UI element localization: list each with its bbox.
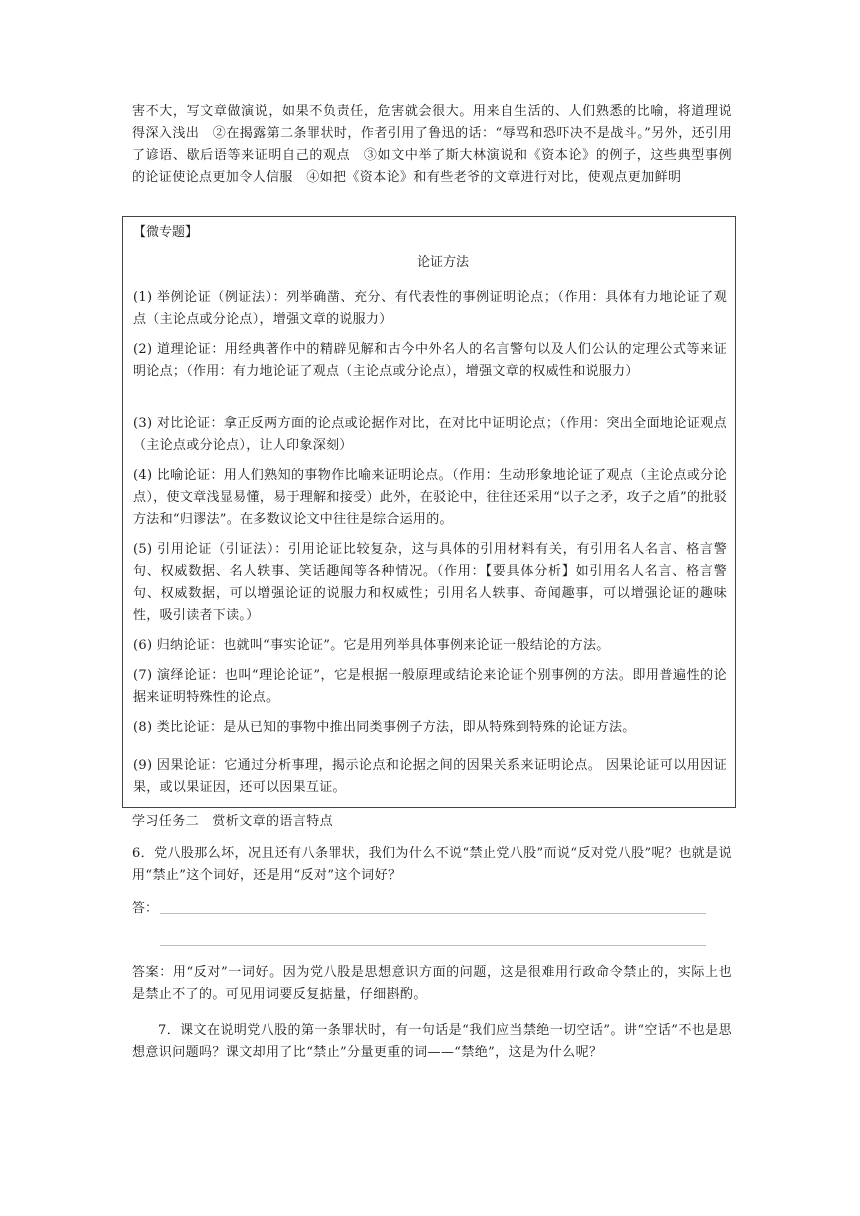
question-6: 6．党八股那么坏，况且还有八条罪状，我们为什么不说“禁止党八股”而说“反对党八股”呢？也就是说用“禁止”这个词好，还是用“反对”这个词好？ bbox=[132, 846, 732, 883]
method-item-7: (7) 演绎论证：也叫“理论论证”，它是根据一般原理或结论来论证个别事例的方法。即用普遍性的论据来证明特殊性的论点。 bbox=[133, 668, 727, 705]
method-item-8: (8) 类比论证：是从已知的事物中推出同类事例子方法，即从特殊到特殊的论证方法。 bbox=[133, 720, 636, 735]
method-item-9: (9) 因果论证：它通过分析事理，揭示论点和论据之间的因果关系来证明论点。 因果论证可以用因证果，或以果证因，还可以因果互证。 bbox=[133, 758, 727, 795]
method-item-3: (3) 对比论证：拿正反两方面的论点或论据作对比，在对比中证明论点；（作用：突出全面地论证观点（主论点或分论点），让人印象深刻） bbox=[133, 416, 727, 453]
question-7: 7．课文在说明党八股的第一条罪状时，有一句话是“我们应当禁绝一切空话”。讲“空话”不也是思想意识问题吗？课文却用了比“禁止”分量更重的词——“禁绝”，这是为什么呢？ bbox=[132, 1023, 732, 1060]
method-item-4: (4) 比喻论证：用人们熟知的事物作比喻来证明论点。（作用：生动形象地论证了观点（主论点或分论点），使文章浅显易懂，易于理解和接受）此外，在驳论中，往往还采用“以子之矛，攻子之盾”的批驳方法和“归谬法”。在多数议论文中往往是综合运用的。 bbox=[133, 468, 727, 527]
task-heading: 学习任务二 赏析文章的语言特点 bbox=[132, 814, 334, 829]
method-item-1: (1) 举例论证（例证法）：列举确凿、充分、有代表性的事例证明论点；（作用：具体有力地论证了观点（主论点或分论点），增强文章的说服力） bbox=[133, 290, 727, 327]
topic-box bbox=[122, 216, 736, 808]
method-item-2: (2) 道理论证：用经典著作中的精辟见解和古今中外名人的名言警句以及人们公认的定理公式等来证明论点；（作用：有力地论证了观点（主论点或分论点），增强文章的权威性和说服力） bbox=[133, 342, 727, 379]
method-item-6: (6) 归纳论证：也就叫“事实论证”。它是用列举具体事例来论证一般结论的方法。 bbox=[133, 638, 610, 653]
answer-label: 答： bbox=[132, 901, 159, 916]
answer-line-1[interactable] bbox=[160, 913, 706, 914]
method-item-5: (5) 引用论证（引证法）：引用论证比较复杂，这与具体的引用材料有关，有引用名人名言、格言警句、权威数据、名人轶事、笑话趣闻等各种情况。（作用：【要具体分析】如引用名人名言、格言警句、权威数据，可以增强论证的说服力和权威性；引用名人轶事、奇闻趣事，可以增强论证的趣味性，吸引读者下读。） bbox=[133, 542, 727, 623]
topic-box-label: 【微专题】 bbox=[133, 225, 199, 240]
topic-box-heading: 论证方法 bbox=[416, 255, 469, 270]
answer-6-text: 答案：用“反对”一词好。因为党八股是思想意识方面的问题，这是很难用行政命令禁止的，实际上也是禁止不了的。可见用词要反复掂量，仔细斟酌。 bbox=[132, 965, 732, 1002]
answer-line-2[interactable] bbox=[160, 945, 706, 946]
intro-paragraph: 害不大，写文章做演说，如果不负责任，危害就会很大。用来自生活的、人们熟悉的比喻，将道理说得深入浅出 ②在揭露第二条罪状时，作者引用了鲁迅的话：“辱骂和恐吓决不是战斗。”另外，还引用了谚语、歇后语等来证明自己的观点 ③如文中举了斯大林演说和《资本论》的例子，这些典型事例的论证使论点更加令人信服 ④如把《资本论》和有些老爷的文章进行对比，使观点更加鲜明 bbox=[132, 104, 732, 185]
